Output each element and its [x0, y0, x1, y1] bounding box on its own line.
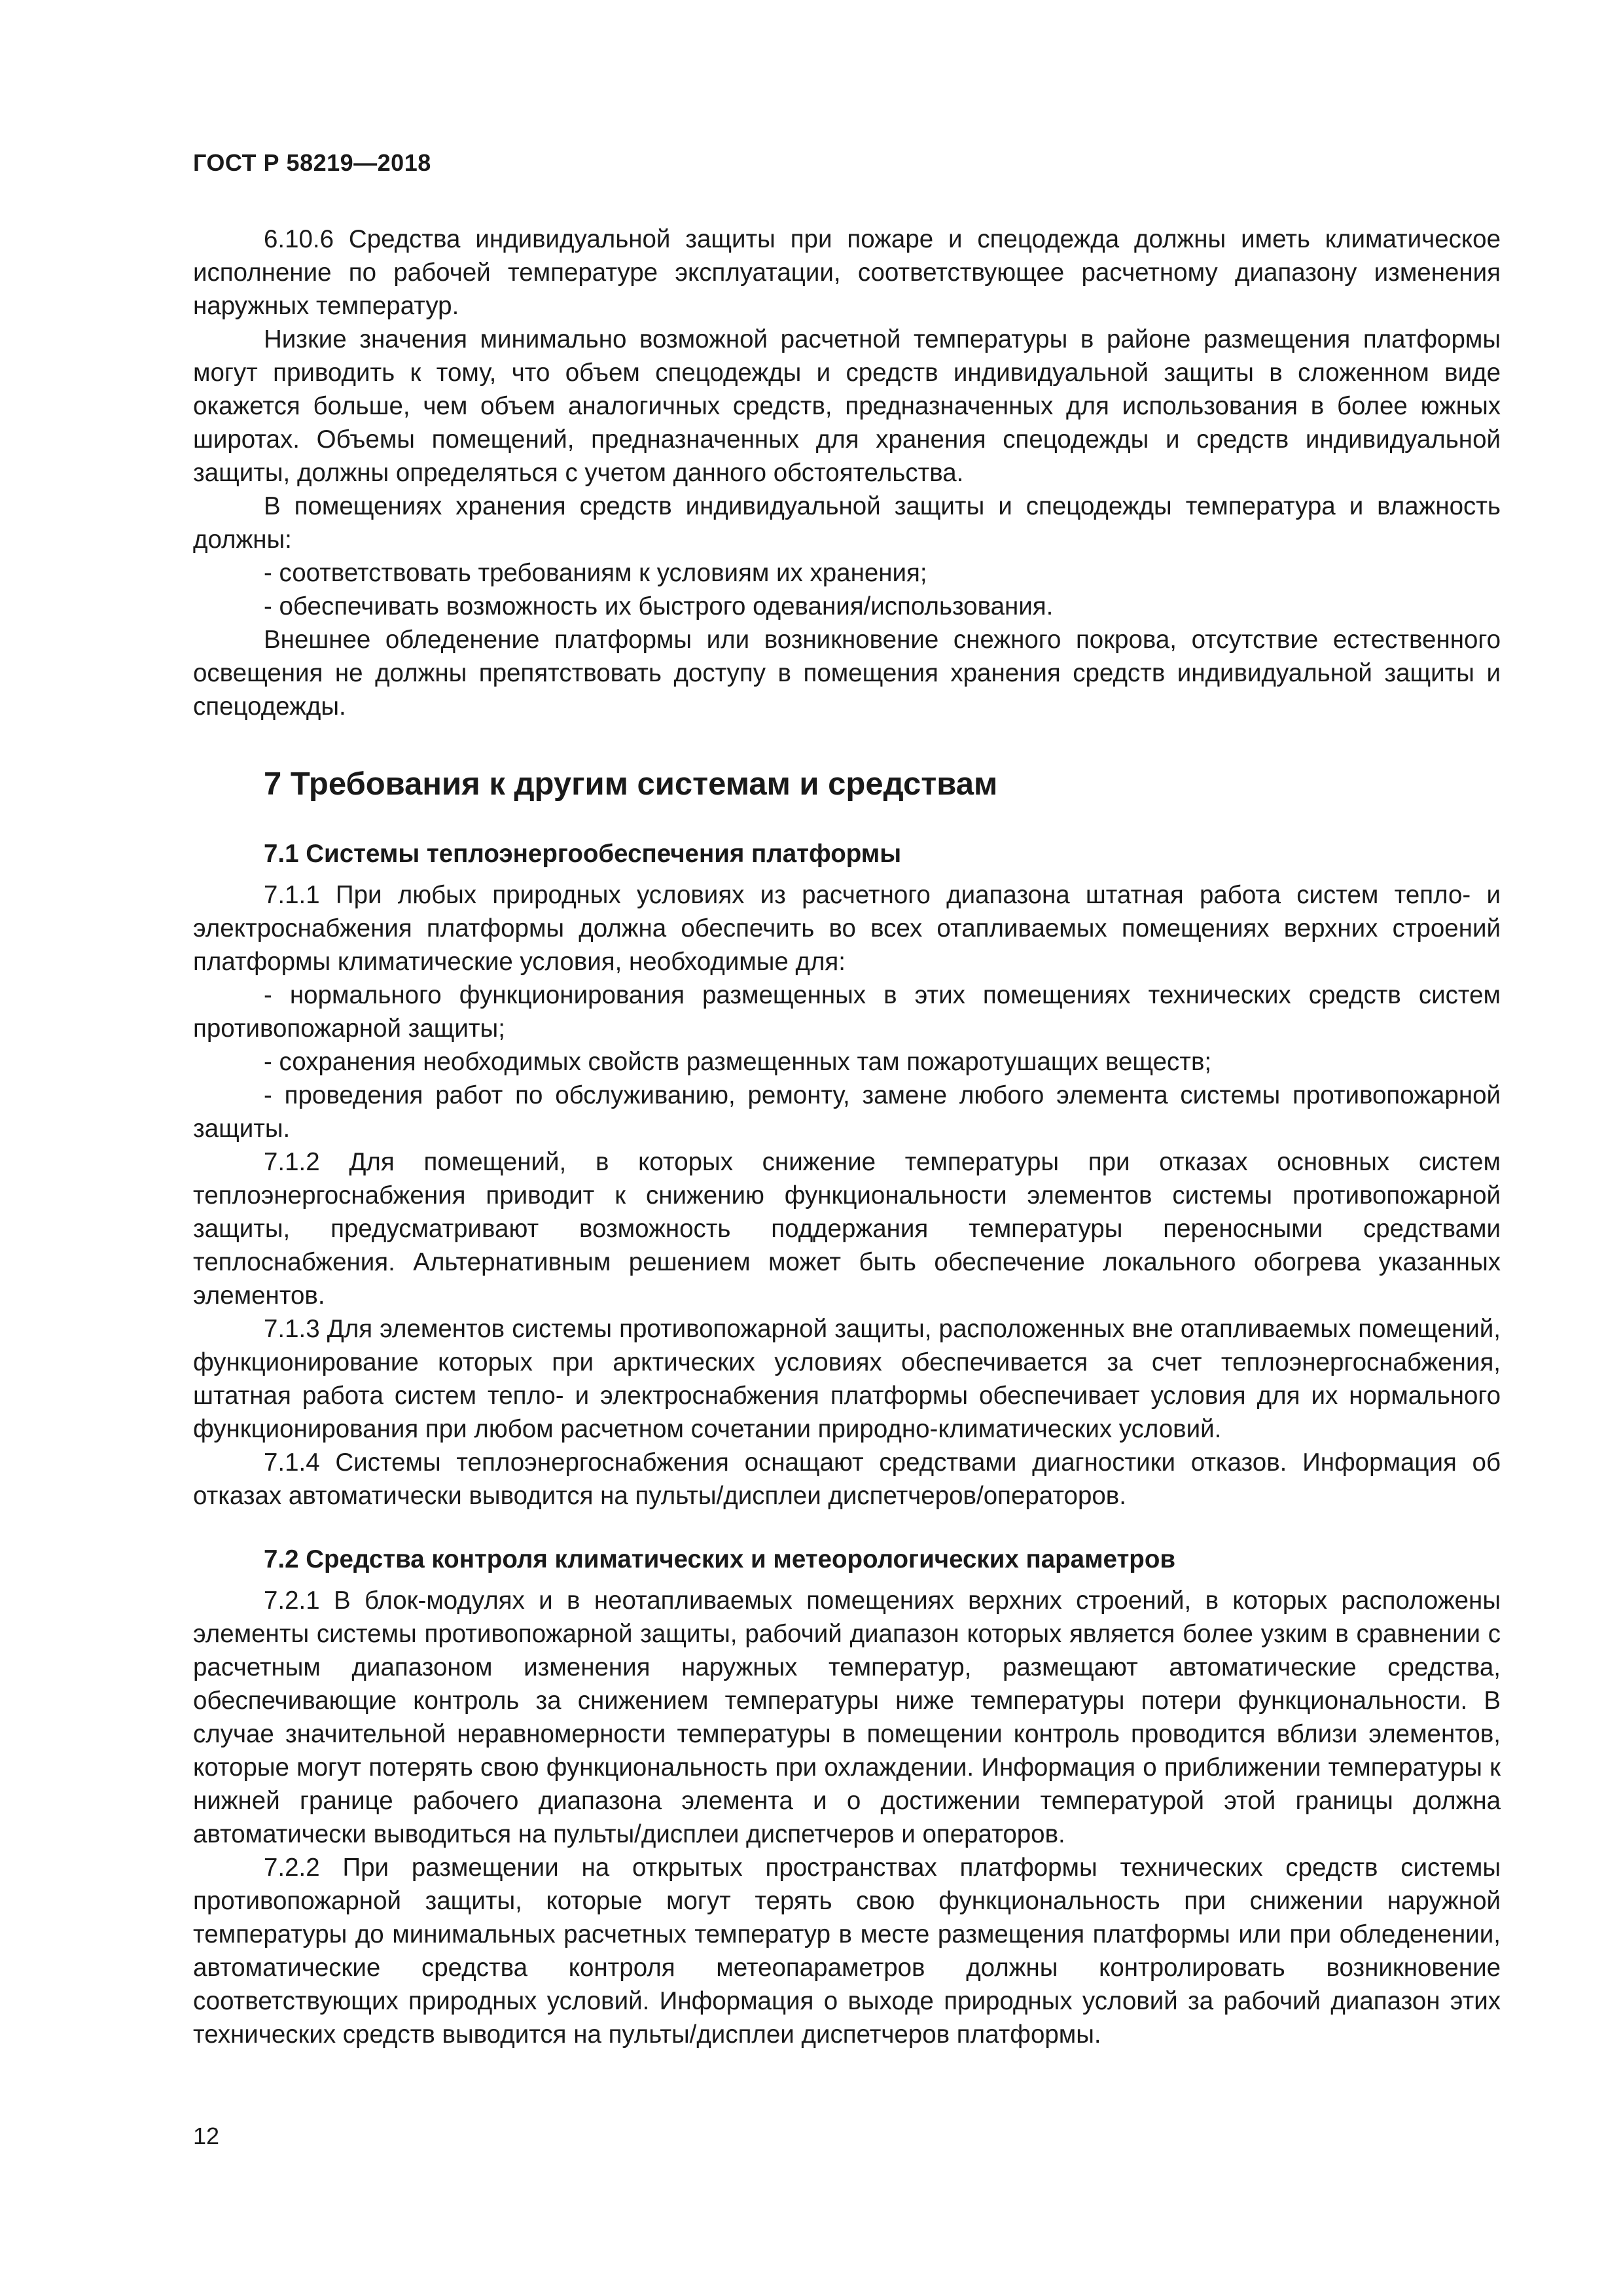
list-item: - соответствовать требованиям к условиям их хранения; — [264, 559, 927, 587]
paragraph-7-1-3: 7.1.3 Для элементов системы противопожарной защиты, расположенных вне отапливаемых помещений, функционирование которых при арктических условиях обеспечивается за счет теплоэнергоснабжения, штатная работа систем тепло- и электроснабжения платформы обеспечивает условия для их нормального функционирования при любом расчетном сочетании природно-климатических условий. — [193, 1315, 1501, 1443]
paragraph-7-1-2: 7.1.2 Для помещений, в которых снижение температуры при отказах основных систем теплоэнергоснабжения приводит к снижению функциональности элементов системы противопожарной защиты, предусматривают возможность поддержания температуры переносными средствами теплоснабжения. Альтернативным решением может быть обеспечение локального обогрева указанных элементов. — [193, 1148, 1501, 1310]
paragraph-low-temperature: Низкие значения минимально возможной расчетной температуры в районе размещения платформы могут приводить к тому, что объем спецодежды и средств индивидуальной защиты в сложенном виде окажется больше, чем объем аналогичных средств, предназначенных для использования в более южных широтах. Объемы помещений, предназначенных для хранения спецодежды и средств индивидуальной защиты, должны определяться с учетом данного обстоятельства. — [193, 325, 1501, 487]
paragraph-7-2-1: 7.2.1 В блок-модулях и в неотапливаемых помещениях верхних строений, в которых расположены элементы системы противопожарной защиты, рабочий диапазон которых является более узким в сравнении с расчетным диапазоном изменения наружных температур, размещают автоматические средства, обеспечивающие контроль за снижением температуры ниже температуры потери функциональности. В случае значительной неравномерности температуры в помещении контроль проводится вблизи элементов, которые могут потерять свою функциональность при охлаждении. Информация о приближении температуры к нижней границе рабочего диапазона элемента и о достижении температурой этой границы должна автоматически выводиться на пульты/дисплеи диспетчеров и операторов. — [193, 1587, 1501, 1848]
paragraph-6-10-6: 6.10.6 Средства индивидуальной защиты при пожаре и спецодежда должны иметь климатическое исполнение по рабочей температуре эксплуатации, соответствующее расчетному диапазону изменения наружных температур. — [193, 225, 1501, 320]
section-7-2-heading: 7.2 Средства контроля климатических и метеорологических параметров — [264, 1545, 1176, 1573]
paragraph-7-1-4: 7.1.4 Системы теплоэнергоснабжения оснащают средствами диагностики отказов. Информация об отказах автоматически выводится на пульты/дисплеи диспетчеров/операторов. — [193, 1448, 1501, 1510]
paragraph-7-1-1: 7.1.1 При любых природных условиях из расчетного диапазона штатная работа систем тепло- и электроснабжения платформы должна обеспечить во всех отапливаемых помещениях верхних строений платформы климатические условия, необходимые для: — [193, 881, 1501, 976]
list-item: - проведения работ по обслуживанию, ремонту, замене любого элемента системы противопожарной защиты. — [193, 1081, 1501, 1143]
paragraph-storage-intro: В помещениях хранения средств индивидуальной защиты и спецодежды температура и влажность должны: — [193, 492, 1501, 554]
section-7-1-heading: 7.1 Системы теплоэнергообеспечения платформы — [264, 840, 902, 868]
list-item: - сохранения необходимых свойств размещенных там пожаротушащих веществ; — [264, 1048, 1212, 1076]
list-item: - обеспечивать возможность их быстрого одевания/использования. — [264, 592, 1054, 620]
section-7-heading: 7 Требования к другим системам и средствам — [264, 766, 998, 802]
list-item: - нормального функционирования размещенных в этих помещениях технических средств систем противопожарной защиты; — [193, 981, 1501, 1043]
paragraph-icing: Внешнее обледенение платформы или возникновение снежного покрова, отсутствие естественного освещения не должны препятствовать доступу в помещения хранения средств индивидуальной защиты и спецодежды. — [193, 626, 1501, 721]
page-content — [193, 223, 1501, 2051]
paragraph-7-2-2: 7.2.2 При размещении на открытых пространствах платформы технических средств системы противопожарной защиты, которые могут терять свою функциональность при снижении наружной температуры до минимальных расчетных температур в месте размещения платформы или при обледенении, автоматические средства контроля метеопараметров должны контролировать возникновение соответствующих природных условий. Информация о выходе природных условий за рабочий диапазон этих технических средств выводится на пульты/дисплеи диспетчеров платформы. — [193, 1854, 1501, 2049]
page-number: 12 — [193, 2123, 220, 2149]
document-code-header: ГОСТ Р 58219—2018 — [193, 149, 431, 176]
